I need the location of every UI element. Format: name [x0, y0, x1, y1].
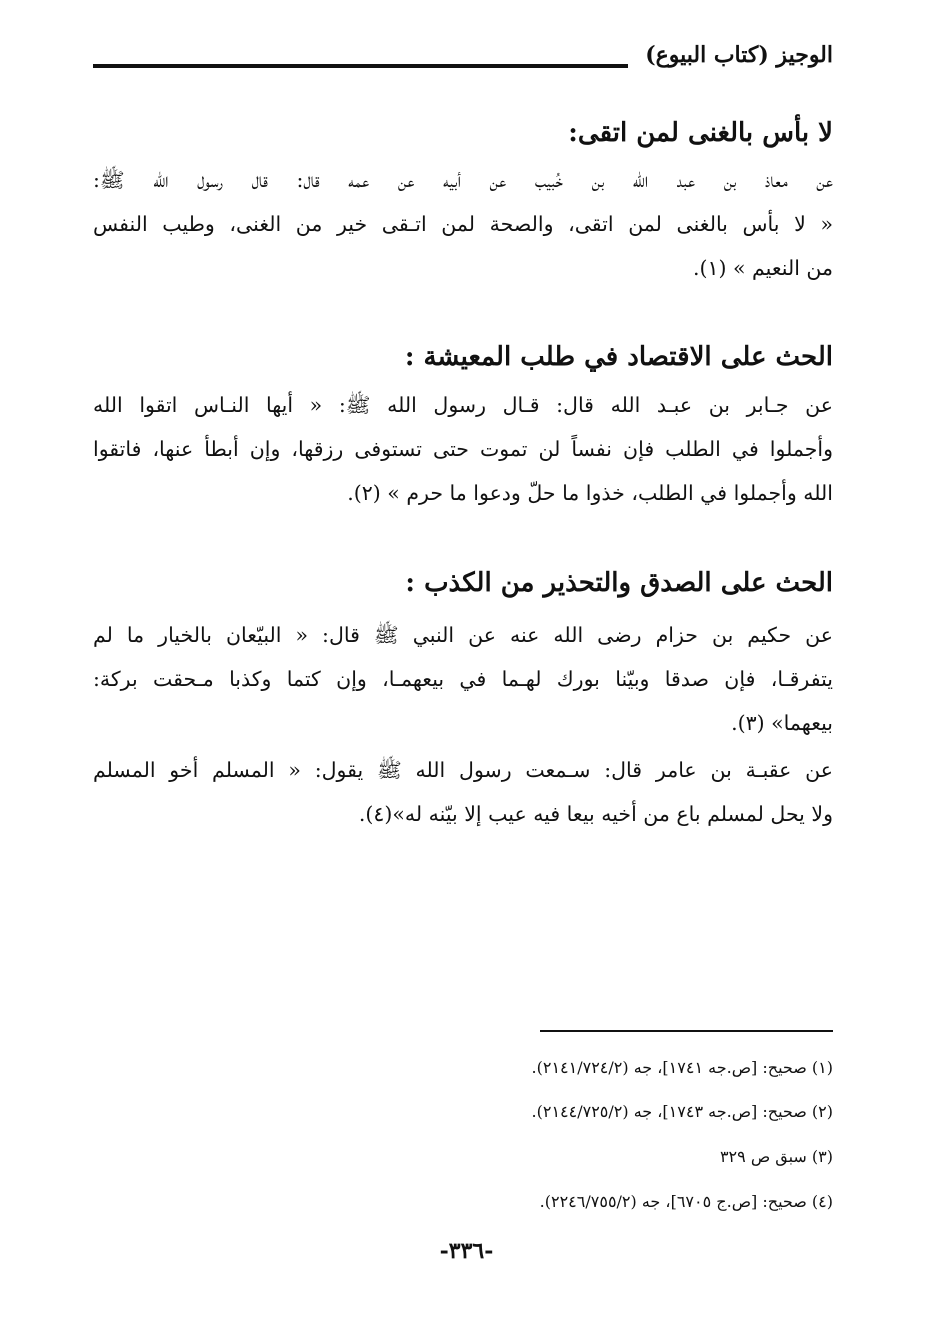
paragraph-line: من النعيم » (١).: [692, 256, 833, 280]
header-rule: [93, 64, 628, 68]
paragraph-line: عن معاذ بن عبد الله بن خُبيب عن أبيه عن عمه قال: قال رسول الله ﷺ:: [93, 168, 833, 192]
paragraph-line: وأجملوا في الطلب فإن نفساً لن تموت حتى تستوفى رزقها، وإن أبطأ عنها، فاتقوا: [93, 437, 833, 461]
paragraph: [93, 383, 833, 515]
section-heading: لا بأس بالغنى لمن اتقى:: [568, 118, 833, 148]
paragraph-line: الله وأجملوا في الطلب، خذوا ما حلّ ودعوا ما حرم » (٢).: [347, 481, 833, 505]
footnote: (٢) صحيح: [ص.جه ١٧٤٣]، جه (٢١٤٤/٧٢٥/٢).: [531, 1102, 833, 1121]
footnote-rule: [540, 1030, 833, 1032]
footnote: (٣) سبق ص ٣٢٩: [719, 1147, 833, 1166]
paragraph: [93, 613, 833, 745]
paragraph: [93, 748, 833, 836]
paragraph-line: عن عقبـة بن عامر قال: سـمعت رسول الله ﷺ يقول: « المسلم أخو المسلم: [93, 758, 833, 782]
paragraph-line: عن جـابر بن عبـد الله قال: قـال رسول الله ﷺ: « أيها النـاس اتقوا الله: [93, 393, 833, 417]
paragraph-line: عن حكيم بن حزام رضى الله عنه عن النبي ﷺ قال: « البيّعان بالخيار ما لم: [93, 623, 833, 647]
paragraph-line: ولا يحل لمسلم باع من أخيه بيعا فيه عيب إلا بيّنه له»(٤).: [358, 802, 833, 826]
paragraph-line: « لا بأس بالغنى لمن اتقى، والصحة لمن اتـقى خير من الغنى، وطيب النفس: [93, 212, 833, 236]
paragraph: [93, 158, 833, 290]
footnote: (٤) صحيح: [ص.ج ٦٧٠٥]، جه (٢٢٤٦/٧٥٥/٢).: [539, 1192, 833, 1211]
footnote: (١) صحيح: [ص.جه ١٧٤١]، جه (٢١٤١/٧٢٤/٢).: [531, 1058, 833, 1077]
section-heading: الحث على الاقتصاد في طلب المعيشة :: [404, 342, 833, 372]
paragraph-line: يتفرقـا، فإن صدقا وبيّنا بورك لهـما في بيعهمـا، وإن كتما وكذبا مـحقت بركة:: [93, 667, 833, 691]
running-title: الوجيز (كتاب البيوع): [645, 42, 833, 68]
section-heading: الحث على الصدق والتحذير من الكذب :: [405, 568, 833, 598]
page-header: [93, 42, 833, 82]
page-number: -٣٣٦-: [439, 1238, 494, 1264]
paragraph-line: بيعهما» (٣).: [731, 711, 833, 735]
